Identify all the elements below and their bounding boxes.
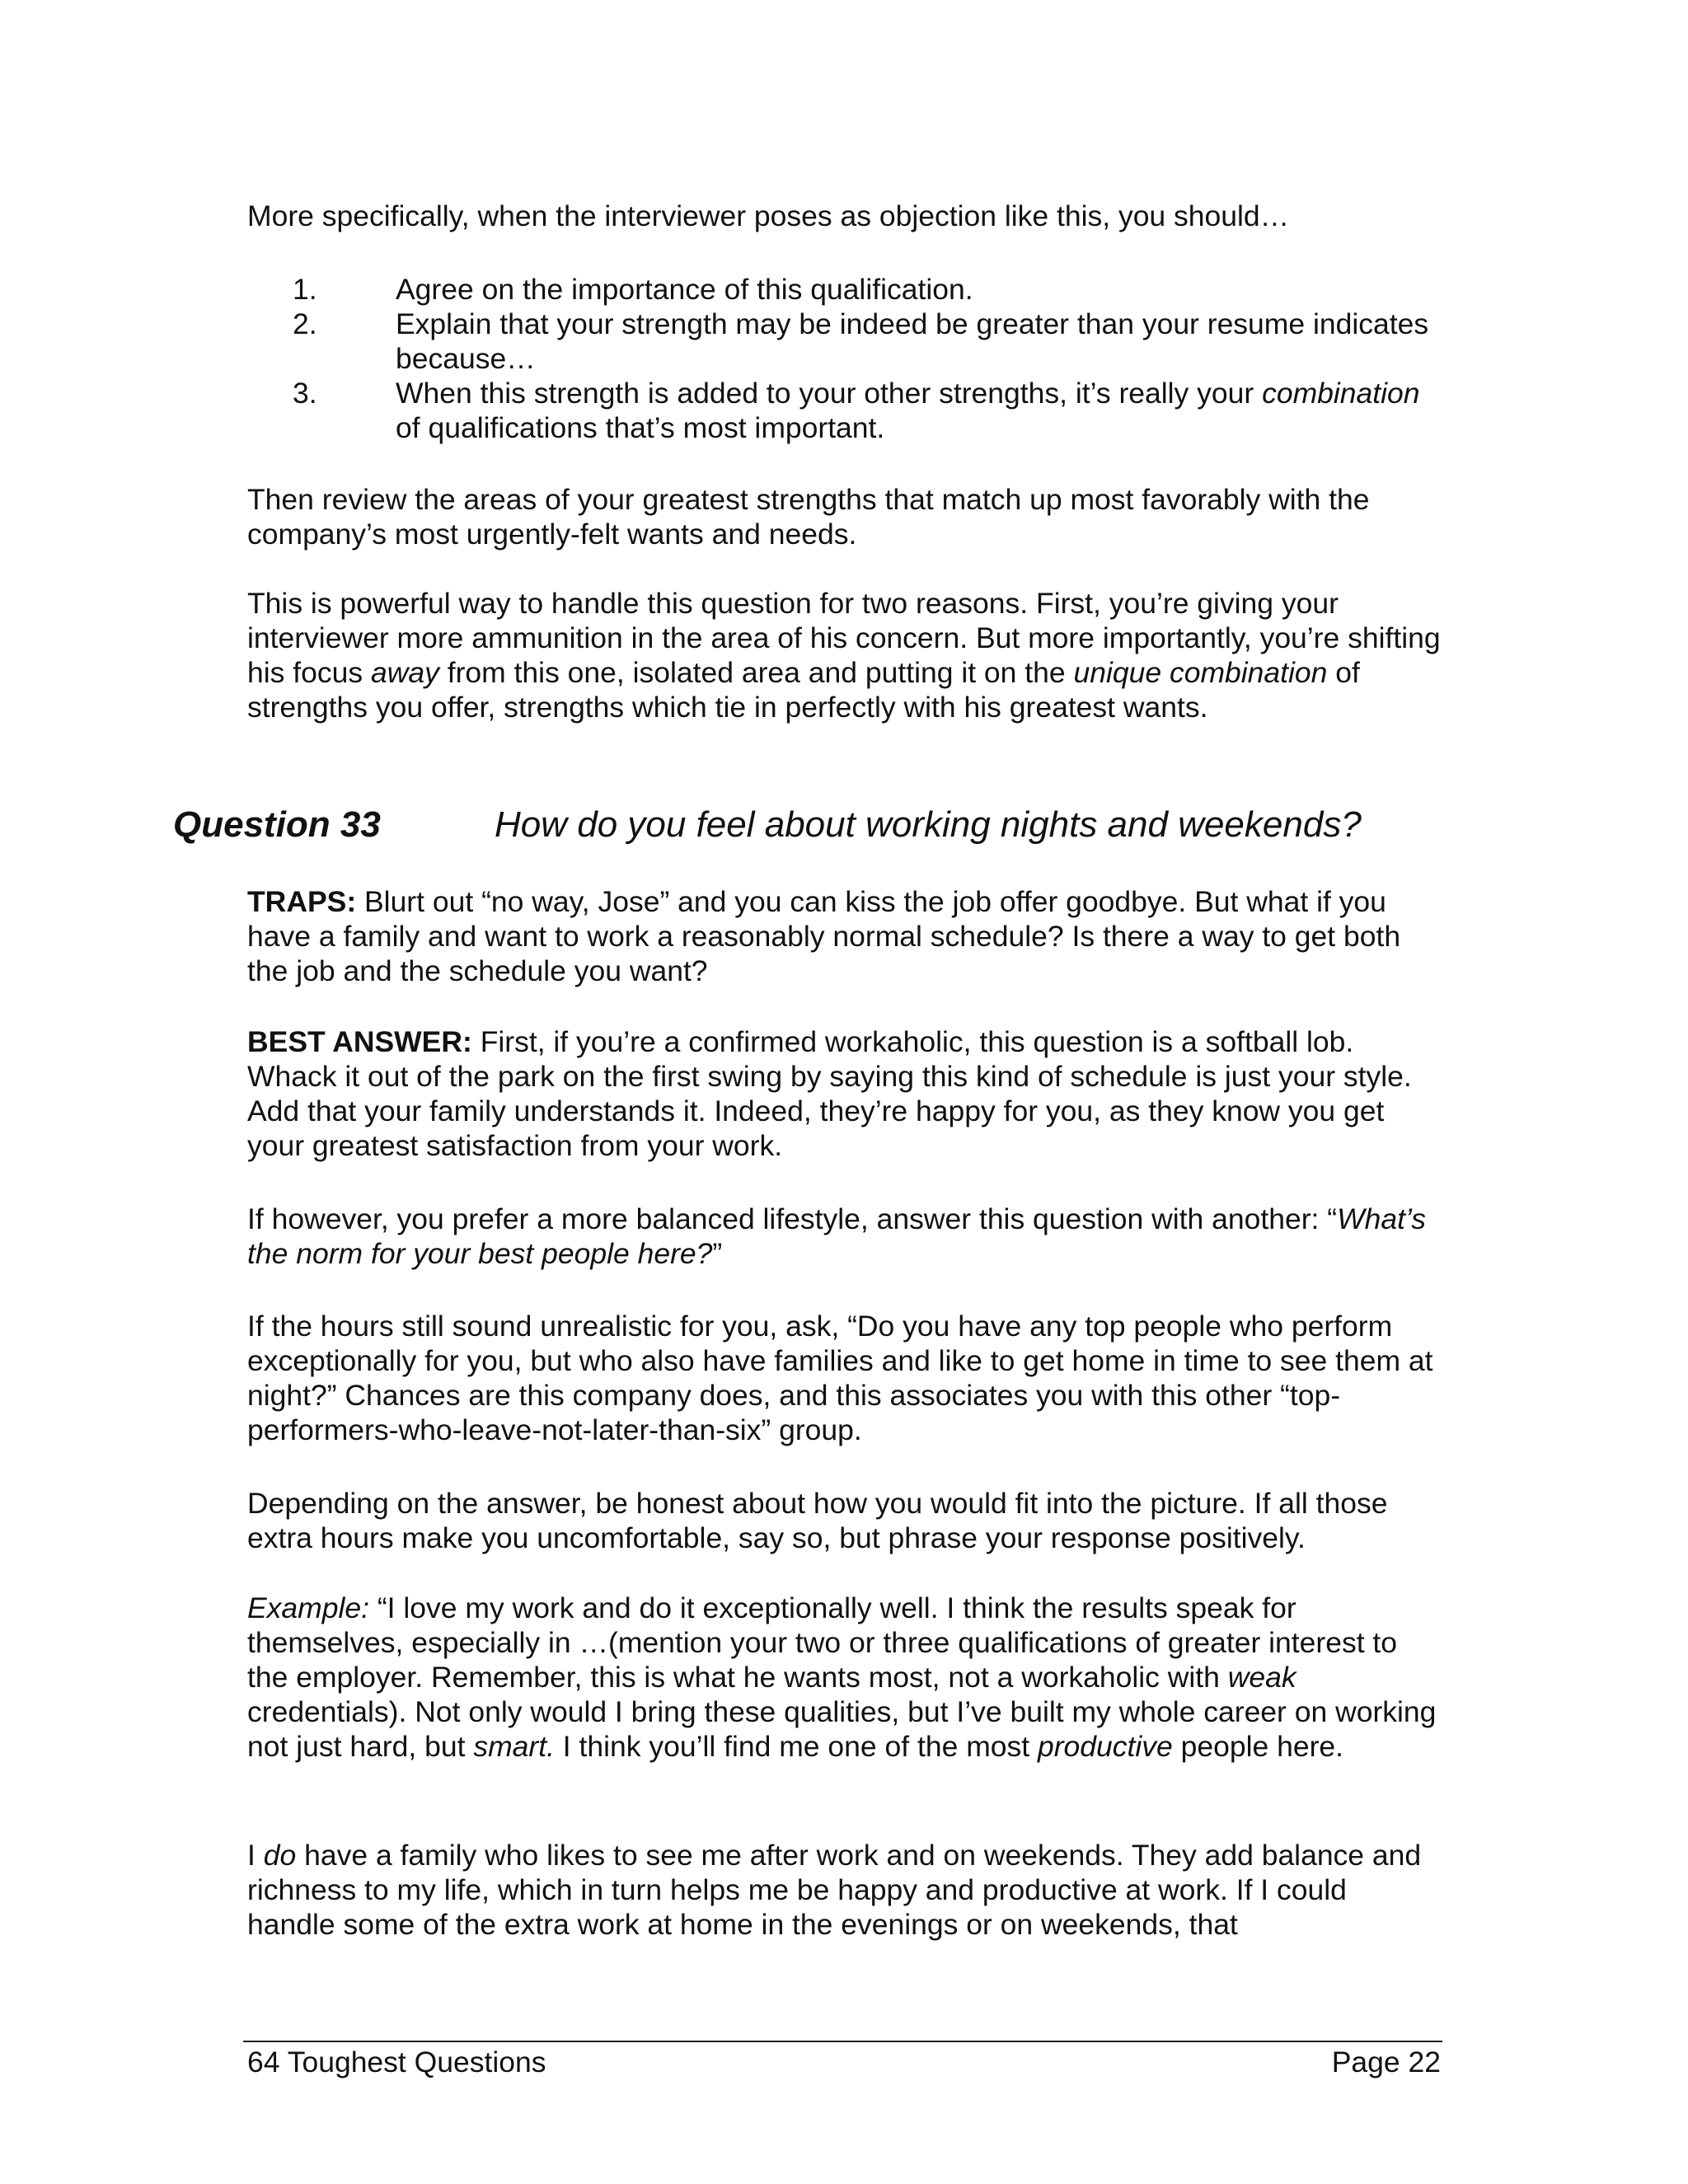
page-number: Page 22	[1331, 2046, 1441, 2079]
powerful-paragraph	[247, 586, 1442, 724]
paragraph-text: First, if you’re a confirmed workaholic, this question is a softball lob. Whack it out of the park on the first swing by saying this kind of schedule is just your style. Add that your family understands it. Indeed, they’re happy for you, as they know you get your greatest satisfaction from your work.	[247, 1025, 1412, 1162]
paragraph-text: from this one, isolated area and putting it on the	[438, 656, 1074, 689]
paragraph-text: ”	[712, 1237, 723, 1270]
emphasis-text: combination	[1262, 377, 1420, 410]
list-item-text-end: of qualifications that’s most important.	[396, 411, 885, 444]
intro-paragraph: More specifically, when the interviewer poses as objection like this, you should…	[247, 199, 1290, 232]
paragraph-text: people here.	[1172, 1730, 1344, 1763]
list-item-text-start: When this strength is added to your other strengths, it’s really your	[396, 377, 1263, 410]
depending-paragraph: Depending on the answer, be honest about how you would fit into the picture. If all those extra hours make you uncomfortable, say so, but phrase your response positively.	[247, 1487, 1388, 1554]
paragraph-text: Blurt out “no way, Jose” and you can kiss the job offer goodbye. But what if you have a family and want to work a reasonably normal schedule? Is there a way to get both the job and the schedule you want?	[247, 885, 1401, 987]
example-paragraph	[247, 1591, 1442, 1764]
list-number: 3.	[293, 377, 317, 410]
traps-label: TRAPS:	[247, 885, 357, 918]
paragraph-text: I think you’ll find me one of the most	[554, 1730, 1038, 1763]
list-item-text	[396, 377, 1420, 444]
numbered-list	[293, 272, 1447, 445]
review-paragraph: Then review the areas of your greatest strengths that match up most favorably with the company’s most urgently-felt wants and needs.	[247, 483, 1370, 551]
question-number: Question 33	[173, 804, 381, 845]
paragraph-text: This is powerful way to handle this question for two reasons. First, you’re giving your interviewer more ammunition in the area of his concern. But more importantly, you’re shifting his focus	[247, 587, 1441, 689]
emphasis-text: away	[370, 656, 439, 689]
best-answer-label: BEST ANSWER:	[247, 1025, 472, 1058]
emphasis-text: What’s the norm for your best people here?	[247, 1202, 1426, 1270]
example-label: Example:	[247, 1591, 369, 1624]
emphasis-text: productive	[1037, 1730, 1173, 1763]
emphasis-text: smart.	[473, 1730, 555, 1763]
paragraph-text: If however, you prefer a more balanced lifestyle, answer this question with another: “	[247, 1202, 1338, 1235]
list-number: 1.	[293, 273, 317, 306]
paragraph-text: credentials). Not only would I bring these qualities, but I’ve built my whole career on working not just hard, but	[247, 1695, 1437, 1763]
question-heading	[173, 804, 1492, 846]
question-text: How do you feel about working nights and weekends?	[495, 804, 1362, 845]
paragraph-text: “I love my work and do it exceptionally well. I think the results speak for themselves, especially in …(mention your two or three qualifications of greater interest to the employer. Remember, this is what he wants most, not a workaholic with	[247, 1591, 1398, 1694]
emphasis-text: weak	[1227, 1661, 1296, 1694]
family-paragraph	[247, 1838, 1442, 1942]
list-number: 2.	[293, 307, 317, 340]
paragraph-text: I	[247, 1839, 264, 1872]
paragraph-text: of strengths you offer, strengths which tie in perfectly with his greatest wants.	[247, 656, 1360, 724]
emphasis-text: do	[263, 1839, 297, 1872]
list-item	[293, 307, 1447, 376]
footer-title: 64 Toughest Questions	[247, 2046, 546, 2079]
list-item-text: Explain that your strength may be indeed be greater than your resume indicates because…	[396, 307, 1429, 375]
hours-paragraph: If the hours still sound unrealistic for you, ask, “Do you have any top people who perform exceptionally for you, but who also have families and like to get home in time to see them at night?” Chances are this company does, and this associates you with this other “top-performers-who-leave-not-later-than-six” group.	[247, 1310, 1433, 1446]
traps-paragraph	[247, 884, 1442, 988]
list-item	[293, 272, 1447, 307]
list-item	[293, 376, 1447, 445]
best-answer-paragraph	[247, 1024, 1442, 1163]
paragraph-text: have a family who likes to see me after work and on weekends. They add balance and richness to my life, which in turn helps me be happy and productive at work. If I could handle some of the extra work at home in the evenings or on weekends, that	[247, 1839, 1422, 1941]
list-item-text: Agree on the importance of this qualification.	[396, 273, 973, 306]
emphasis-text: unique combination	[1073, 656, 1328, 689]
balanced-paragraph	[247, 1202, 1442, 1271]
